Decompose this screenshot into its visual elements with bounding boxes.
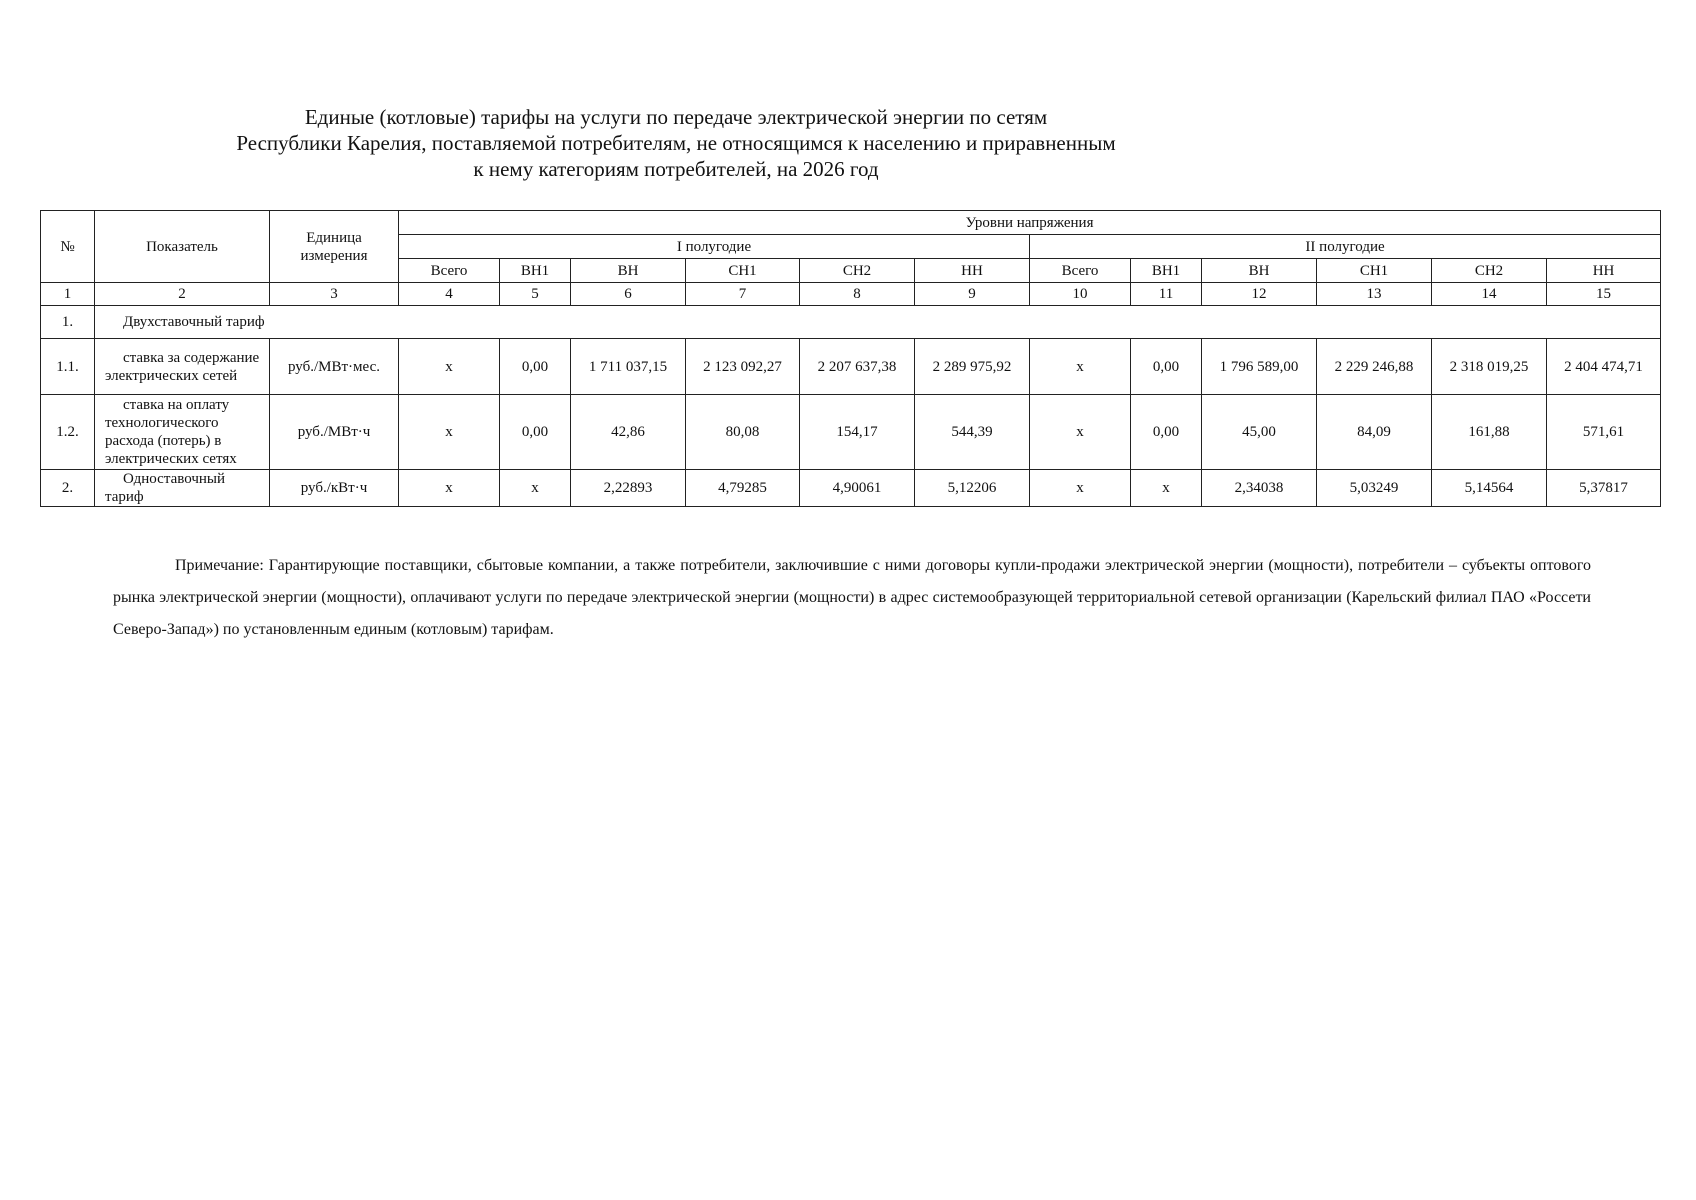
cell-value: 5,37817 bbox=[1547, 470, 1661, 507]
cell-value: x bbox=[1030, 395, 1131, 470]
header-level: ВН bbox=[571, 259, 686, 283]
header-level: СН1 bbox=[686, 259, 800, 283]
cell-value: x bbox=[399, 339, 500, 395]
header-level: НН bbox=[1547, 259, 1661, 283]
header-half-2: II полугодие bbox=[1030, 235, 1661, 259]
section-label: Двухставочный тариф bbox=[95, 306, 1661, 339]
document-title bbox=[0, 104, 1352, 182]
table-row bbox=[41, 339, 1661, 395]
column-number: 15 bbox=[1547, 283, 1661, 306]
row-name: ставка на оплату технологического расхода (потерь) в электрических сетях bbox=[95, 395, 270, 470]
row-no: 1.2. bbox=[41, 395, 95, 470]
title-line-1: Единые (котловые) тарифы на услуги по передаче электрической энергии по сетям bbox=[304, 105, 1048, 129]
section-no: 1. bbox=[41, 306, 95, 339]
column-number: 10 bbox=[1030, 283, 1131, 306]
header-voltage-levels: Уровни напряжения bbox=[399, 211, 1661, 235]
row-name: ставка за содержание электрических сетей bbox=[95, 339, 270, 395]
column-number-row bbox=[41, 283, 1661, 306]
cell-value: 2 229 246,88 bbox=[1317, 339, 1432, 395]
row-name: Одноставочный тариф bbox=[95, 470, 270, 507]
cell-value: x bbox=[1030, 339, 1131, 395]
cell-value: 42,86 bbox=[571, 395, 686, 470]
header-row-1 bbox=[41, 211, 1661, 235]
cell-value: 2 207 637,38 bbox=[800, 339, 915, 395]
title-line-2: Республики Карелия, поставляемой потребителям, не относящимся к населению и приравненным bbox=[236, 131, 1116, 155]
cell-value: 2 123 092,27 bbox=[686, 339, 800, 395]
header-half-1: I полугодие bbox=[399, 235, 1030, 259]
cell-value: 2 289 975,92 bbox=[915, 339, 1030, 395]
note-paragraph: Примечание: Гарантирующие поставщики, сбытовые компании, а также потребители, заключившие с ними договоры купли-продажи электрической энергии (мощности), потребители – субъекты оптового рынка электрической энергии (мощности), оплачивают услуги по передаче электрической энергии (мощности) в адрес системообразующей территориальной сетевой организации (Карельский филиал ПАО «Россети Северо-Запад») по установленным единым (котловым) тарифам. bbox=[113, 557, 1591, 638]
header-level: ВН bbox=[1202, 259, 1317, 283]
cell-value: 5,12206 bbox=[915, 470, 1030, 507]
cell-value: 5,14564 bbox=[1432, 470, 1547, 507]
cell-value: 154,17 bbox=[800, 395, 915, 470]
column-number: 3 bbox=[270, 283, 399, 306]
row-unit: руб./МВт·мес. bbox=[270, 339, 399, 395]
column-number: 11 bbox=[1131, 283, 1202, 306]
column-number: 5 bbox=[500, 283, 571, 306]
header-level: Всего bbox=[1030, 259, 1131, 283]
cell-value: 571,61 bbox=[1547, 395, 1661, 470]
cell-value: 0,00 bbox=[500, 339, 571, 395]
tariff-table bbox=[40, 210, 1661, 507]
row-unit: руб./кВт·ч bbox=[270, 470, 399, 507]
cell-value: x bbox=[500, 470, 571, 507]
column-number: 7 bbox=[686, 283, 800, 306]
cell-value: 1 711 037,15 bbox=[571, 339, 686, 395]
cell-value: 0,00 bbox=[1131, 395, 1202, 470]
cell-value: 1 796 589,00 bbox=[1202, 339, 1317, 395]
header-level: СН2 bbox=[1432, 259, 1547, 283]
cell-value: x bbox=[399, 395, 500, 470]
cell-value: 2,22893 bbox=[571, 470, 686, 507]
column-number: 6 bbox=[571, 283, 686, 306]
cell-value: 45,00 bbox=[1202, 395, 1317, 470]
header-level: Всего bbox=[399, 259, 500, 283]
table-row bbox=[41, 470, 1661, 507]
cell-value: 2 404 474,71 bbox=[1547, 339, 1661, 395]
row-unit: руб./МВт·ч bbox=[270, 395, 399, 470]
cell-value: x bbox=[1131, 470, 1202, 507]
table-row bbox=[41, 395, 1661, 470]
cell-value: 80,08 bbox=[686, 395, 800, 470]
cell-value: 4,79285 bbox=[686, 470, 800, 507]
header-no: № bbox=[41, 211, 95, 283]
column-number: 13 bbox=[1317, 283, 1432, 306]
column-number: 8 bbox=[800, 283, 915, 306]
cell-value: 2,34038 bbox=[1202, 470, 1317, 507]
header-level: НН bbox=[915, 259, 1030, 283]
header-unit: Единица измерения bbox=[270, 211, 399, 283]
cell-value: 161,88 bbox=[1432, 395, 1547, 470]
cell-value: 84,09 bbox=[1317, 395, 1432, 470]
cell-value: 0,00 bbox=[500, 395, 571, 470]
cell-value: 4,90061 bbox=[800, 470, 915, 507]
column-number: 1 bbox=[41, 283, 95, 306]
cell-value: 5,03249 bbox=[1317, 470, 1432, 507]
section-row-two-rate bbox=[41, 306, 1661, 339]
cell-value: 0,00 bbox=[1131, 339, 1202, 395]
title-line-3: к нему категориям потребителей, на 2026 год bbox=[473, 157, 879, 181]
row-no: 2. bbox=[41, 470, 95, 507]
header-level: СН1 bbox=[1317, 259, 1432, 283]
header-level: СН2 bbox=[800, 259, 915, 283]
cell-value: 544,39 bbox=[915, 395, 1030, 470]
header-level: ВН1 bbox=[500, 259, 571, 283]
cell-value: x bbox=[1030, 470, 1131, 507]
header-level: ВН1 bbox=[1131, 259, 1202, 283]
column-number: 12 bbox=[1202, 283, 1317, 306]
cell-value: x bbox=[399, 470, 500, 507]
column-number: 14 bbox=[1432, 283, 1547, 306]
header-indicator: Показатель bbox=[95, 211, 270, 283]
column-number: 2 bbox=[95, 283, 270, 306]
column-number: 9 bbox=[915, 283, 1030, 306]
cell-value: 2 318 019,25 bbox=[1432, 339, 1547, 395]
row-no: 1.1. bbox=[41, 339, 95, 395]
column-number: 4 bbox=[399, 283, 500, 306]
